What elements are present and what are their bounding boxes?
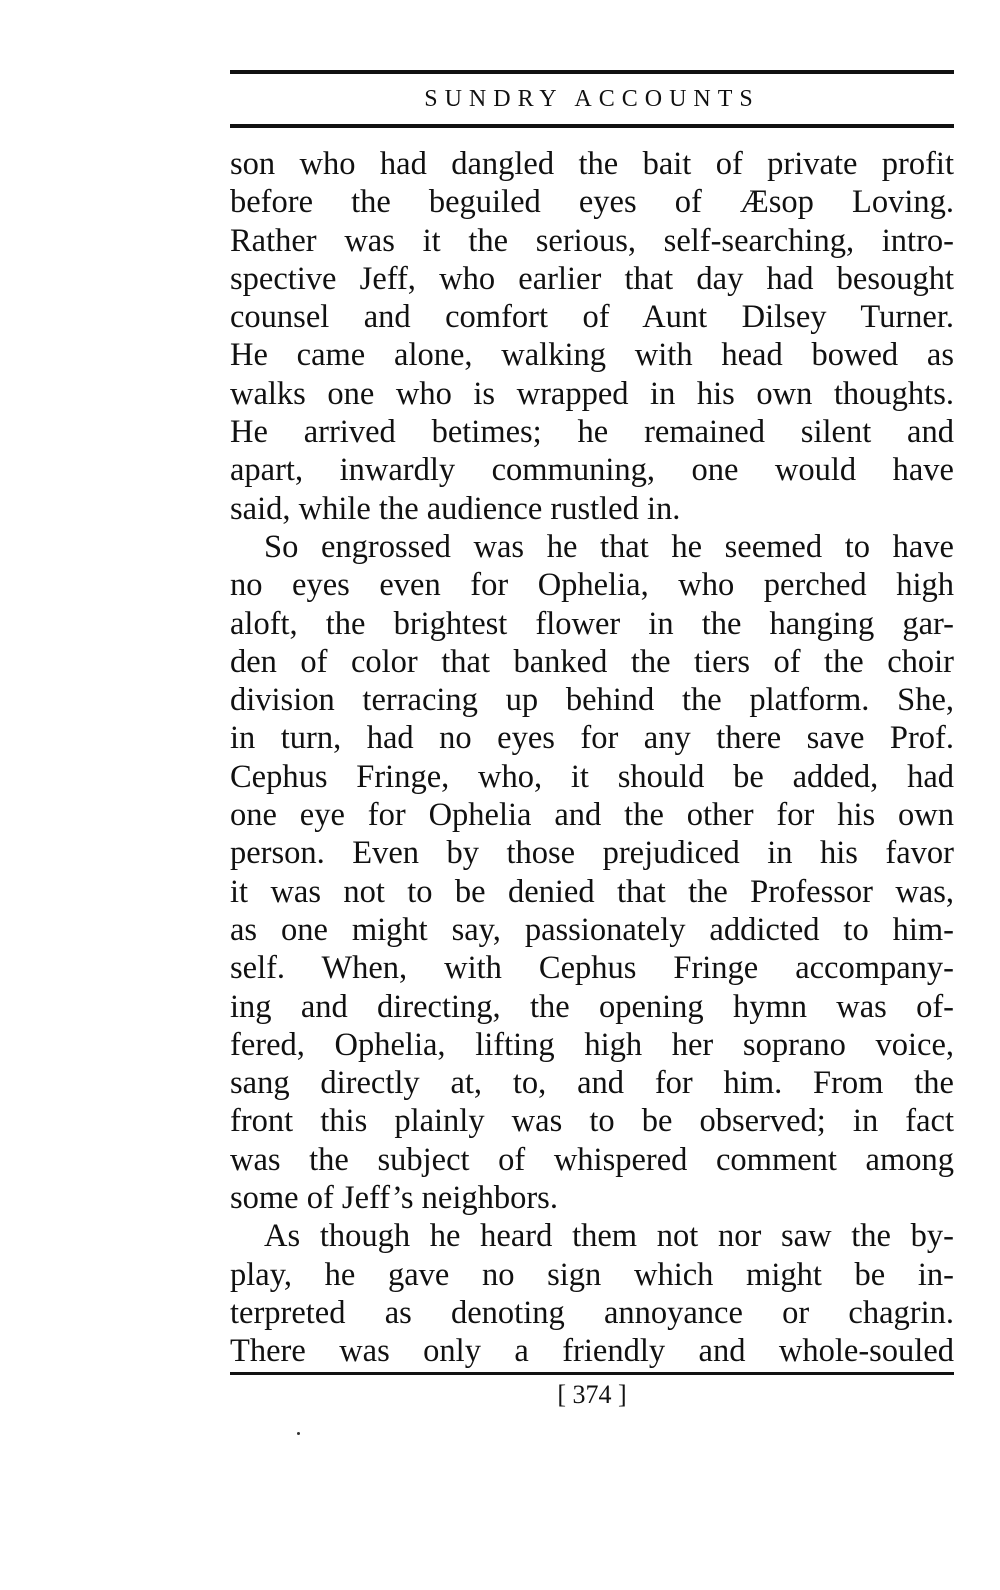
text-line: as one might say, passionately addicted to him- xyxy=(230,911,954,948)
text-line: Rather was it the serious, self-searching, intro- xyxy=(230,222,954,259)
text-line: one eye for Ophelia and the other for his own xyxy=(230,797,954,834)
text-line: den of color that banked the tiers of the choir xyxy=(230,643,954,680)
text-line: son who had dangled the bait of private profit xyxy=(230,146,954,182)
text-line: ing and directing, the opening hymn was of- xyxy=(230,988,954,1025)
text-line: apart, inwardly communing, one would have xyxy=(230,452,954,489)
page-body xyxy=(230,145,954,1371)
header-bottom-rule xyxy=(230,124,954,128)
text-line: before the beguiled eyes of Æsop Loving. xyxy=(230,184,954,221)
page-number: [ 374 ] xyxy=(557,1380,627,1409)
text-line: division terracing up behind the platform. She, xyxy=(230,682,954,719)
text-line: terpreted as denoting annoyance or chagrin. xyxy=(230,1294,954,1331)
text-line: self. When, with Cephus Fringe accompany- xyxy=(230,950,954,987)
print-speck xyxy=(297,1432,300,1435)
text-line: was the subject of whispered comment among xyxy=(230,1141,954,1178)
running-head: SUNDRY ACCOUNTS xyxy=(424,86,760,112)
text-line: walks one who is wrapped in his own thoughts. xyxy=(230,375,954,412)
text-line: There was only a friendly and whole-souled xyxy=(230,1333,954,1370)
text-line: So engrossed was he that he seemed to have xyxy=(264,528,954,565)
text-line: front this plainly was to be observed; in fact xyxy=(230,1103,954,1140)
text-line: As though he heard them not nor saw the by- xyxy=(264,1218,954,1255)
text-line: aloft, the brightest flower in the hanging gar- xyxy=(230,605,954,642)
footer-rule xyxy=(230,1372,954,1375)
text-line: play, he gave no sign which might be in- xyxy=(230,1256,954,1293)
text-line: it was not to be denied that the Professor was, xyxy=(230,873,954,910)
text-line: sang directly at, to, and for him. From the xyxy=(230,1065,954,1102)
text-line: fered, Ophelia, lifting high her soprano voice, xyxy=(230,1026,954,1063)
text-line: said, while the audience rustled in. xyxy=(230,490,681,527)
text-line: He came alone, walking with head bowed as xyxy=(230,337,954,374)
text-line: in turn, had no eyes for any there save Prof. xyxy=(230,720,954,757)
text-line: spective Jeff, who earlier that day had besought xyxy=(230,260,954,297)
text-line: counsel and comfort of Aunt Dilsey Turner. xyxy=(230,299,954,336)
header-top-rule xyxy=(230,70,954,74)
text-line: no eyes even for Ophelia, who perched high xyxy=(230,567,954,604)
text-line: some of Jeff’s neighbors. xyxy=(230,1180,558,1217)
text-line: Cephus Fringe, who, it should be added, had xyxy=(230,758,954,795)
text-line: He arrived betimes; he remained silent and xyxy=(230,414,954,451)
text-line: person. Even by those prejudiced in his favor xyxy=(230,835,954,872)
